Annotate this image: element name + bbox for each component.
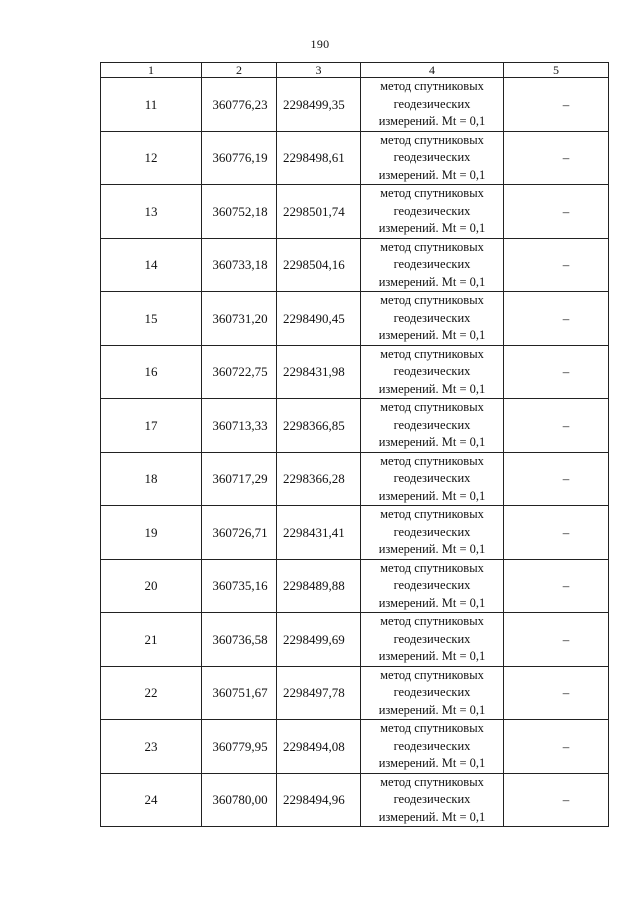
method-cell xyxy=(361,238,504,292)
table-row xyxy=(101,773,609,827)
method-cell xyxy=(361,452,504,506)
method-line: измерений. Mt = 0,1 xyxy=(378,381,486,396)
method-line: геодезических xyxy=(393,203,471,218)
method-line: измерений. Mt = 0,1 xyxy=(378,221,486,235)
coord-y: 2298490,45 xyxy=(277,292,361,346)
method-cell xyxy=(361,345,504,399)
coord-y: 2298366,85 xyxy=(277,399,361,453)
point-number: 21 xyxy=(101,613,202,667)
coord-x: 360736,58 xyxy=(202,613,277,667)
table-row xyxy=(101,559,609,613)
method-cell xyxy=(361,506,504,560)
method-line: метод спутниковых xyxy=(380,774,484,789)
method-line: геодезических xyxy=(393,471,471,485)
method-line: измерений. Mt = 0,1 xyxy=(378,435,486,449)
coord-x: 360733,18 xyxy=(202,238,277,292)
method-line: измерений. Mt = 0,1 xyxy=(378,274,486,289)
accuracy-dash: – xyxy=(504,399,609,453)
table-row xyxy=(101,452,609,506)
table-row xyxy=(101,345,609,399)
coordinates-table xyxy=(100,62,609,827)
method-cell xyxy=(361,613,504,667)
method-line: измерений. Mt = 0,1 xyxy=(378,167,486,182)
point-number: 24 xyxy=(101,773,202,827)
table-row xyxy=(101,185,609,239)
method-line: геодезических xyxy=(393,96,471,111)
accuracy-dash: – xyxy=(504,666,609,720)
method-line: геодезических xyxy=(393,150,471,164)
accuracy-dash: – xyxy=(504,559,609,613)
accuracy-dash: – xyxy=(504,78,609,132)
page-number: 190 xyxy=(310,37,330,51)
table-row xyxy=(101,238,609,292)
coord-y: 2298504,16 xyxy=(277,238,361,292)
method-cell xyxy=(361,720,504,774)
coord-y: 2298431,41 xyxy=(277,506,361,560)
method-cell xyxy=(361,185,504,239)
table-row xyxy=(101,666,609,720)
method-cell xyxy=(361,78,504,132)
method-cell xyxy=(361,559,504,613)
coord-y: 2298431,98 xyxy=(277,345,361,399)
method-cell xyxy=(361,666,504,720)
coord-y: 2298489,88 xyxy=(277,559,361,613)
coord-x: 360731,20 xyxy=(202,292,277,346)
coord-x: 360722,75 xyxy=(202,345,277,399)
method-line: измерений. Mt = 0,1 xyxy=(378,328,486,342)
coord-x: 360735,16 xyxy=(202,559,277,613)
point-number: 14 xyxy=(101,238,202,292)
header-col-5: 5 xyxy=(504,63,609,78)
coord-x: 360776,19 xyxy=(202,131,277,185)
coord-y: 2298501,74 xyxy=(277,185,361,239)
method-line: метод спутниковых xyxy=(380,721,484,735)
method-line: измерений. Mt = 0,1 xyxy=(378,809,486,824)
table-row xyxy=(101,78,609,132)
method-line: метод спутниковых xyxy=(380,507,484,521)
coord-y: 2298498,61 xyxy=(277,131,361,185)
method-line: метод спутниковых xyxy=(380,346,484,361)
coord-x: 360779,95 xyxy=(202,720,277,774)
accuracy-dash: – xyxy=(504,613,609,667)
coord-y: 2298497,78 xyxy=(277,666,361,720)
table-row xyxy=(101,613,609,667)
point-number: 18 xyxy=(101,452,202,506)
table-row xyxy=(101,720,609,774)
table-header xyxy=(101,63,609,78)
method-line: метод спутниковых xyxy=(380,400,484,414)
accuracy-dash: – xyxy=(504,773,609,827)
method-line: измерений. Mt = 0,1 xyxy=(378,114,486,128)
header-col-4: 4 xyxy=(361,63,504,78)
method-line: геодезических xyxy=(393,524,471,539)
header-row xyxy=(101,63,609,78)
table-row xyxy=(101,399,609,453)
accuracy-dash: – xyxy=(504,452,609,506)
coord-x: 360751,67 xyxy=(202,666,277,720)
method-cell xyxy=(361,292,504,346)
coord-x: 360726,71 xyxy=(202,506,277,560)
header-col-3: 3 xyxy=(277,63,361,78)
coord-y: 2298366,28 xyxy=(277,452,361,506)
method-line: метод спутниковых xyxy=(380,453,484,468)
method-line: геодезических xyxy=(393,792,471,806)
method-line: метод спутниковых xyxy=(380,667,484,682)
table-row xyxy=(101,292,609,346)
method-line: геодезических xyxy=(393,310,471,325)
method-line: метод спутниковых xyxy=(380,79,484,93)
method-line: геодезических xyxy=(393,364,471,378)
coord-x: 360752,18 xyxy=(202,185,277,239)
method-line: измерений. Mt = 0,1 xyxy=(378,595,486,610)
accuracy-dash: – xyxy=(504,720,609,774)
method-line: измерений. Mt = 0,1 xyxy=(378,542,486,556)
table-row xyxy=(101,506,609,560)
coord-x: 360717,29 xyxy=(202,452,277,506)
table-body xyxy=(101,78,609,827)
point-number: 15 xyxy=(101,292,202,346)
coord-y: 2298499,69 xyxy=(277,613,361,667)
accuracy-dash: – xyxy=(504,292,609,346)
point-number: 20 xyxy=(101,559,202,613)
accuracy-dash: – xyxy=(504,238,609,292)
method-line: геодезических xyxy=(393,417,471,432)
method-line: геодезических xyxy=(393,685,471,699)
method-cell xyxy=(361,399,504,453)
method-line: измерений. Mt = 0,1 xyxy=(378,756,486,770)
method-line: геодезических xyxy=(393,631,471,646)
coord-x: 360776,23 xyxy=(202,78,277,132)
point-number: 16 xyxy=(101,345,202,399)
method-cell xyxy=(361,131,504,185)
accuracy-dash: – xyxy=(504,131,609,185)
header-col-2: 2 xyxy=(202,63,277,78)
point-number: 12 xyxy=(101,131,202,185)
method-line: геодезических xyxy=(393,738,471,753)
method-line: метод спутниковых xyxy=(380,614,484,628)
accuracy-dash: – xyxy=(504,185,609,239)
method-line: метод спутниковых xyxy=(380,560,484,575)
coord-x: 360780,00 xyxy=(202,773,277,827)
accuracy-dash: – xyxy=(504,345,609,399)
coord-y: 2298494,96 xyxy=(277,773,361,827)
point-number: 23 xyxy=(101,720,202,774)
point-number: 13 xyxy=(101,185,202,239)
method-cell xyxy=(361,773,504,827)
point-number: 22 xyxy=(101,666,202,720)
point-number: 19 xyxy=(101,506,202,560)
coord-y: 2298499,35 xyxy=(277,78,361,132)
accuracy-dash: – xyxy=(504,506,609,560)
coord-y: 2298494,08 xyxy=(277,720,361,774)
method-line: измерений. Mt = 0,1 xyxy=(378,488,486,503)
method-line: метод спутниковых xyxy=(380,293,484,307)
method-line: геодезических xyxy=(393,578,471,592)
point-number: 17 xyxy=(101,399,202,453)
point-number: 11 xyxy=(101,78,202,132)
method-line: метод спутниковых xyxy=(380,239,484,254)
method-line: метод спутниковых xyxy=(380,132,484,147)
method-line: измерений. Mt = 0,1 xyxy=(378,702,486,717)
header-col-1: 1 xyxy=(101,63,202,78)
coord-x: 360713,33 xyxy=(202,399,277,453)
method-line: измерений. Mt = 0,1 xyxy=(378,649,486,663)
table-row xyxy=(101,131,609,185)
method-line: метод спутниковых xyxy=(380,186,484,200)
method-line: геодезических xyxy=(393,257,471,271)
